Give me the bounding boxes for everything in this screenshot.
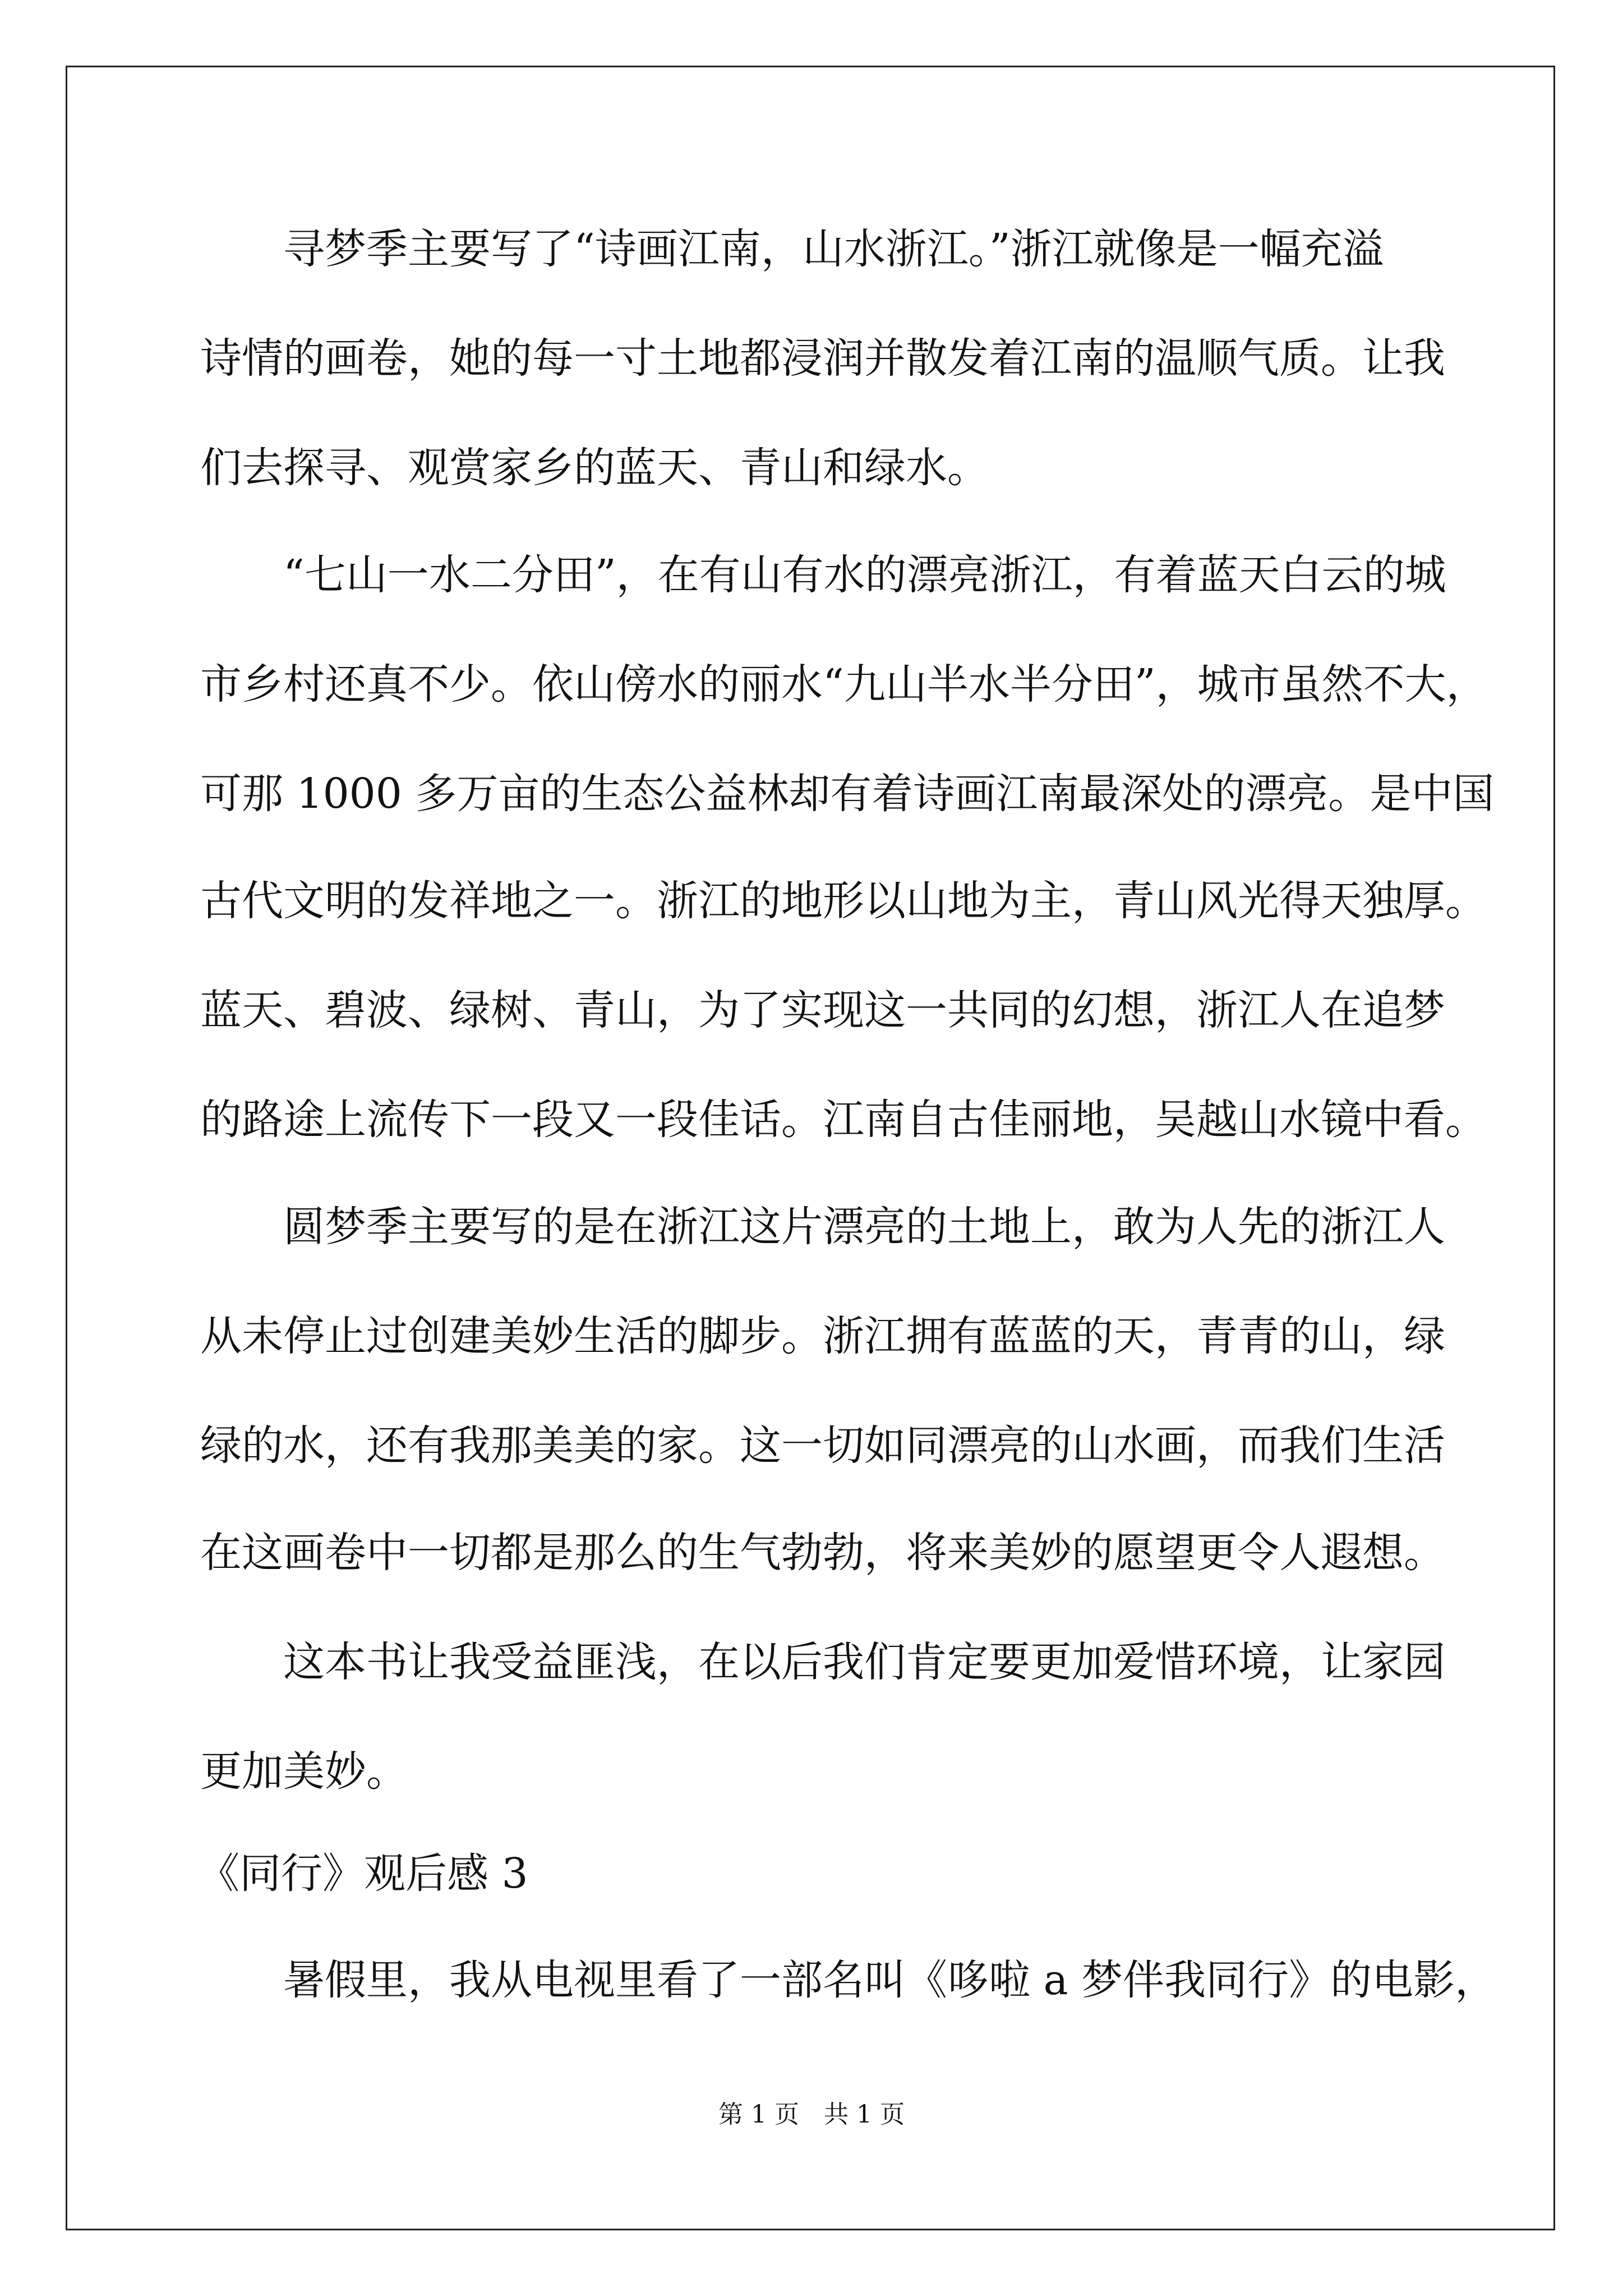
text-line: 们去探寻、观赏家乡的蓝天、青山和绿水。 — [200, 444, 989, 492]
page-number: 第 1 页 共 1 页 — [718, 2100, 905, 2129]
text-line: 诗情的画卷，她的每一寸土地都浸润并散发着江南的温顺气质。让我 — [200, 334, 1445, 383]
page-border — [66, 66, 1555, 2230]
text-line: 的路途上流传下一段又一段佳话。江南自古佳丽地，吴越山水镜中看。 — [200, 1096, 1487, 1144]
text-line: 更加美妙。 — [200, 1747, 408, 1796]
text-line: 市乡村还真不少。依山傍水的丽水“九山半水半分田”，城市虽然不大， — [200, 660, 1488, 708]
text-line: 绿的水，还有我那美美的家。这一切如同漂亮的山水画，而我们生活 — [200, 1421, 1445, 1470]
text-line: 这本书让我受益匪浅，在以后我们肯定要更加爱惜环境，让家园 — [283, 1638, 1445, 1686]
text-line: 古代文明的发祥地之一。浙江的地形以山地为主，青山风光得天独厚。 — [200, 877, 1487, 925]
text-line: 暑假里，我从电视里看了一部名叫《哆啦 a 梦伴我同行》的电影， — [283, 1956, 1497, 2004]
text-line: 可那 1000 多万亩的生态公益林却有着诗画江南最深处的漂亮。是中国 — [200, 770, 1495, 818]
text-line: “七山一水二分田”，在有山有水的漂亮浙江，有着蓝天白云的城 — [283, 551, 1446, 599]
text-line: 寻梦季主要写了“诗画江南，山水浙江。”浙江就像是一幅充溢 — [283, 225, 1384, 273]
text-line: 圆梦季主要写的是在浙江这片漂亮的土地上，敢为人先的浙江人 — [283, 1203, 1445, 1251]
text-line: 在这画卷中一切都是那么的生气勃勃，将来美妙的愿望更令人遐想。 — [200, 1529, 1445, 1577]
text-line: 蓝天、碧波、绿树、青山，为了实现这一共同的幻想，浙江人在追梦 — [200, 986, 1445, 1034]
section-heading: 《同行》观后感 3 — [198, 1849, 528, 1898]
text-line: 从未停止过创建美妙生活的脚步。浙江拥有蓝蓝的天，青青的山，绿 — [200, 1312, 1445, 1360]
